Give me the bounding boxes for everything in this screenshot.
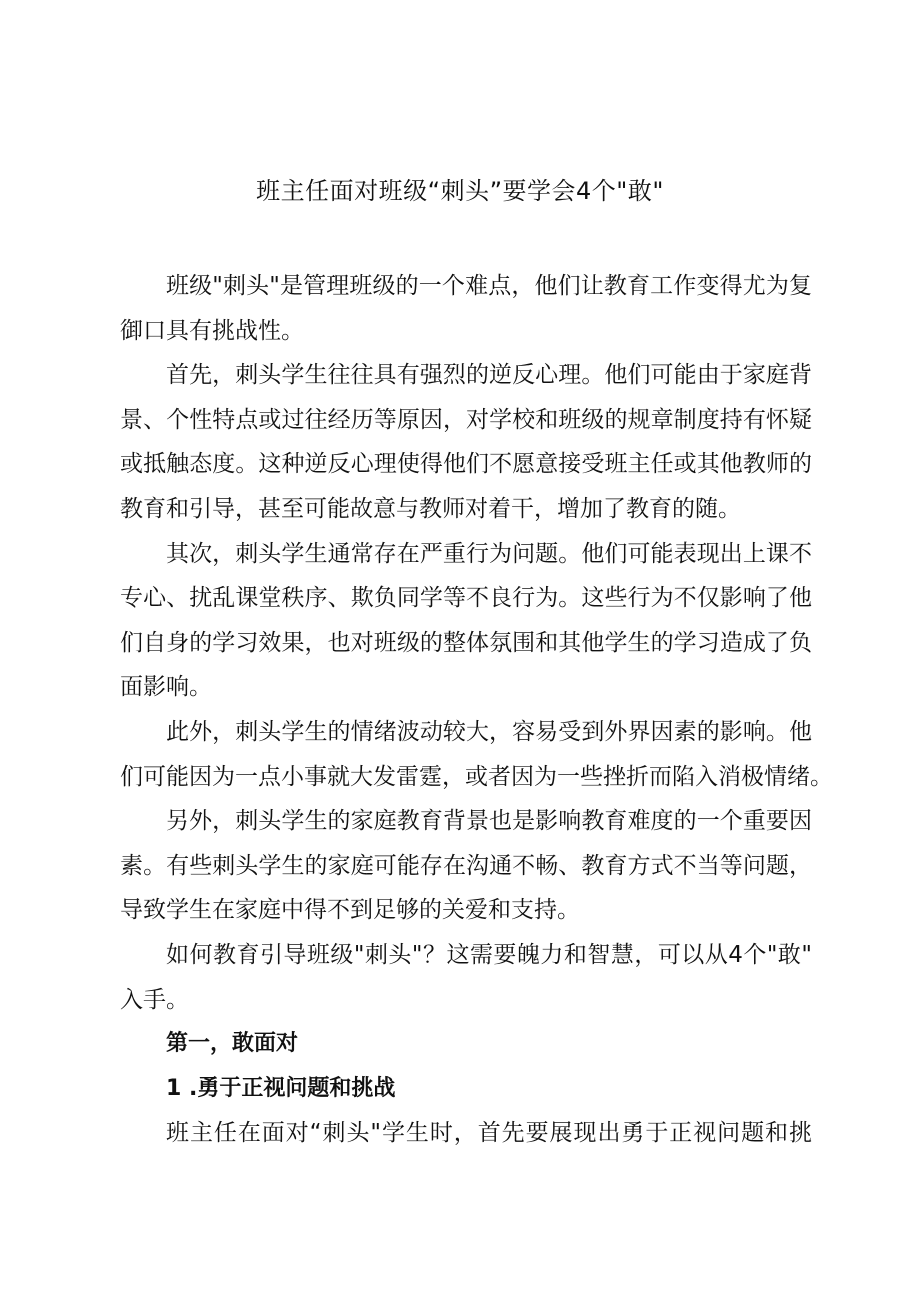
paragraph-fifth: [120, 933, 812, 1022]
paragraph-line: 或抵触态度。这种逆反心理使得他们不愿意接受班主任或其他教师的: [120, 451, 812, 478]
paragraph-first: [120, 353, 812, 531]
paragraph-line: 导致学生在家庭中得不到足够的关爱和支持。: [120, 897, 580, 924]
paragraph-second: [120, 532, 812, 710]
subsection-heading: 1 .勇于正视问题和挑战: [166, 1075, 396, 1101]
paragraph-line: 素。有些刺头学生的家庭可能存在沟通不畅、教育方式不当等问题，: [120, 852, 812, 879]
paragraph-line: 此外，刺头学生的情绪波动较大，容易受到外界因素的影响。他: [166, 718, 812, 745]
paragraph-third: [120, 710, 833, 799]
paragraph-line: 景、个性特点或过往经历等原因，对学校和班级的规章制度持有怀疑: [120, 406, 812, 433]
paragraph-line: 们可能因为一点小事就大发雷霆，或者因为一些挫折而陷入消极情绪。: [120, 763, 833, 790]
section-heading: 第一，敢面对: [166, 1031, 299, 1057]
document-body: [120, 264, 833, 1156]
paragraph-line: 首先，刺头学生往往具有强烈的逆反心理。他们可能由于家庭背: [166, 362, 812, 389]
paragraph-line: 御口具有挑战性。: [120, 317, 304, 344]
paragraph-line: 如何教育引导班级"刺头"？这需要魄力和智慧，可以从4个"敢": [166, 941, 812, 968]
paragraph-line: 另外，刺头学生的家庭教育背景也是影响教育难度的一个重要因: [166, 808, 812, 835]
paragraph-intro: [120, 264, 812, 353]
paragraph-line: 面影响。: [120, 674, 212, 701]
paragraph-line: 专心、扰乱课堂秩序、欺负同学等不良行为。这些行为不仅影响了他: [120, 585, 812, 612]
paragraph-line: 们自身的学习效果，也对班级的整体氛围和其他学生的学习造成了负: [120, 629, 812, 656]
paragraph-fourth: [120, 799, 812, 933]
paragraph-line: 其次，刺头学生通常存在严重行为问题。他们可能表现出上课不: [166, 540, 812, 567]
paragraph-line: 教育和引导，甚至可能故意与教师对着干，增加了教育的随。: [120, 495, 741, 522]
document-title: 班主任面对班级“刺头”要学会4个"敢": [256, 177, 664, 205]
paragraph-line: 入手。: [120, 986, 189, 1013]
paragraph-line: 班主任在面对“刺头"学生时，首先要展现出勇于正视问题和挑: [166, 1120, 812, 1147]
paragraph-line: 班级"刺头"是管理班级的一个难点，他们让教育工作变得尤为复: [166, 273, 812, 299]
